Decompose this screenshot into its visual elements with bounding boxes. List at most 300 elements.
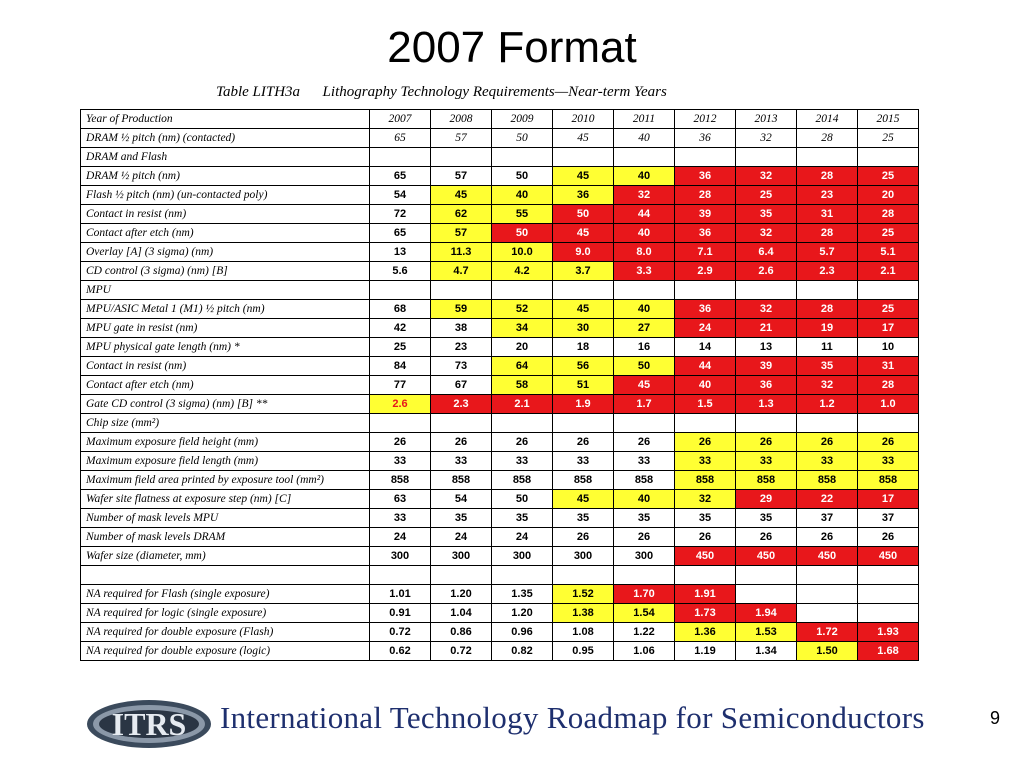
table-cell: 32 [736, 224, 797, 243]
table-cell: 28 [858, 205, 919, 224]
row-label: DRAM ½ pitch (nm) [81, 167, 370, 186]
logo-lettering: ITRS [111, 706, 187, 742]
table-cell: 35 [736, 509, 797, 528]
table-cell: 59 [431, 300, 492, 319]
table-cell: 84 [370, 357, 431, 376]
table-row [81, 604, 919, 623]
table-cell: 13 [736, 338, 797, 357]
table-cell: 1.22 [614, 623, 675, 642]
table-cell: 57 [431, 224, 492, 243]
table-cell: 26 [797, 528, 858, 547]
table-cell: 33 [553, 452, 614, 471]
table-cell: 33 [370, 452, 431, 471]
table-cell [858, 585, 919, 604]
table-cell: 450 [675, 547, 736, 566]
table-cell: 1.36 [675, 623, 736, 642]
table-cell: 32 [736, 129, 797, 148]
table-cell: 858 [492, 471, 553, 490]
table-cell: 40 [614, 224, 675, 243]
table-cell: 28 [797, 300, 858, 319]
table-cell [675, 414, 736, 433]
row-label: Year of Production [81, 110, 370, 129]
table-cell: 20 [858, 186, 919, 205]
table-cell: 18 [553, 338, 614, 357]
table-cell: 0.72 [431, 642, 492, 661]
table-cell: 25 [736, 186, 797, 205]
table-cell: 1.35 [492, 585, 553, 604]
table-cell: 26 [553, 528, 614, 547]
table-cell: 50 [492, 129, 553, 148]
table-cell: 858 [736, 471, 797, 490]
table-cell [858, 281, 919, 300]
table-cell: 34 [492, 319, 553, 338]
table-cell: 3.3 [614, 262, 675, 281]
table-body [81, 110, 919, 661]
table-row [81, 186, 919, 205]
row-label: MPU physical gate length (nm) * [81, 338, 370, 357]
table-cell [370, 148, 431, 167]
table-cell [431, 414, 492, 433]
table-row [81, 433, 919, 452]
table-caption: Table LITH3a Lithography Technology Requirements—Near-term Years [216, 84, 667, 100]
table-row [81, 129, 919, 148]
table-row [81, 642, 919, 661]
table-cell [553, 566, 614, 585]
table-cell [492, 148, 553, 167]
table-cell: 20 [492, 338, 553, 357]
table-cell: 1.20 [492, 604, 553, 623]
table-cell: 2.6 [370, 395, 431, 414]
table-cell: 0.72 [370, 623, 431, 642]
table-cell: 50 [492, 167, 553, 186]
table-cell: 45 [553, 490, 614, 509]
row-label: Maximum field area printed by exposure tool (mm²) [81, 471, 370, 490]
table-cell: 1.5 [675, 395, 736, 414]
row-label: Contact after etch (nm) [81, 224, 370, 243]
table-row [81, 528, 919, 547]
table-cell: 29 [736, 490, 797, 509]
table-cell: 33 [797, 452, 858, 471]
table-cell [553, 148, 614, 167]
table-cell: 2015 [858, 110, 919, 129]
table-cell: 36 [736, 376, 797, 395]
table-cell: 858 [858, 471, 919, 490]
table-cell: 26 [858, 528, 919, 547]
table-cell: 1.9 [553, 395, 614, 414]
table-cell: 68 [370, 300, 431, 319]
row-label: Chip size (mm²) [81, 414, 370, 433]
table-cell: 65 [370, 129, 431, 148]
table-cell: 31 [858, 357, 919, 376]
table-cell: 10 [858, 338, 919, 357]
table-cell: 58 [492, 376, 553, 395]
table-cell: 450 [736, 547, 797, 566]
table-cell: 28 [858, 376, 919, 395]
table-cell: 56 [553, 357, 614, 376]
table-cell [736, 566, 797, 585]
table-cell: 11 [797, 338, 858, 357]
table-cell: 25 [858, 129, 919, 148]
table-cell: 36 [675, 129, 736, 148]
table-cell: 13 [370, 243, 431, 262]
table-cell [797, 281, 858, 300]
table-cell: 1.93 [858, 623, 919, 642]
table-cell: 26 [736, 433, 797, 452]
table-cell: 25 [858, 300, 919, 319]
table-cell: 21 [736, 319, 797, 338]
table-cell: 1.53 [736, 623, 797, 642]
table-cell: 26 [614, 433, 675, 452]
row-label [81, 566, 370, 585]
table-cell: 0.82 [492, 642, 553, 661]
table-cell: 37 [797, 509, 858, 528]
table-cell: 1.50 [797, 642, 858, 661]
table-cell: 35 [736, 205, 797, 224]
table-cell: 50 [553, 205, 614, 224]
table-cell: 24 [370, 528, 431, 547]
table-cell: 37 [858, 509, 919, 528]
table-cell: 1.01 [370, 585, 431, 604]
table-cell: 3.7 [553, 262, 614, 281]
table-cell: 39 [736, 357, 797, 376]
table-cell: 26 [553, 433, 614, 452]
row-label: Wafer size (diameter, mm) [81, 547, 370, 566]
table-cell: 450 [797, 547, 858, 566]
table-cell: 40 [492, 186, 553, 205]
table-cell: 9.0 [553, 243, 614, 262]
table-cell [858, 566, 919, 585]
table-cell: 64 [492, 357, 553, 376]
table-cell [614, 281, 675, 300]
table-row [81, 490, 919, 509]
table-cell [736, 148, 797, 167]
table-cell: 2007 [370, 110, 431, 129]
table-cell: 33 [614, 452, 675, 471]
table-cell: 4.7 [431, 262, 492, 281]
table-cell: 28 [797, 224, 858, 243]
table-cell: 50 [492, 224, 553, 243]
table-row [81, 395, 919, 414]
table-row [81, 110, 919, 129]
table-row [81, 471, 919, 490]
row-label: DRAM and Flash [81, 148, 370, 167]
table-cell: 1.72 [797, 623, 858, 642]
table-cell: 2014 [797, 110, 858, 129]
table-cell: 0.96 [492, 623, 553, 642]
table-cell: 0.95 [553, 642, 614, 661]
table-cell: 2009 [492, 110, 553, 129]
table-cell [370, 281, 431, 300]
table-cell: 24 [492, 528, 553, 547]
table-row [81, 167, 919, 186]
row-label: MPU/ASIC Metal 1 (M1) ½ pitch (nm) [81, 300, 370, 319]
row-label: MPU [81, 281, 370, 300]
table-cell: 33 [492, 452, 553, 471]
table-cell: 44 [614, 205, 675, 224]
table-cell: 26 [614, 528, 675, 547]
row-label: Contact in resist (nm) [81, 205, 370, 224]
table-cell: 6.4 [736, 243, 797, 262]
table-cell [614, 148, 675, 167]
table-cell: 26 [431, 433, 492, 452]
table-row [81, 509, 919, 528]
table-cell [431, 281, 492, 300]
table-cell: 19 [797, 319, 858, 338]
table-cell: 22 [797, 490, 858, 509]
table-cell: 25 [370, 338, 431, 357]
row-label: Maximum exposure field height (mm) [81, 433, 370, 452]
table-cell [553, 281, 614, 300]
table-cell: 7.1 [675, 243, 736, 262]
table-cell: 5.6 [370, 262, 431, 281]
table-cell: 36 [675, 300, 736, 319]
table-cell [675, 281, 736, 300]
table-cell [858, 414, 919, 433]
table-cell: 2012 [675, 110, 736, 129]
table-cell: 17 [858, 319, 919, 338]
table-cell: 1.70 [614, 585, 675, 604]
table-cell: 1.20 [431, 585, 492, 604]
table-cell [614, 566, 675, 585]
table-row [81, 243, 919, 262]
table-cell: 2.3 [431, 395, 492, 414]
table-cell [797, 148, 858, 167]
table-cell: 39 [675, 205, 736, 224]
table-cell: 26 [492, 433, 553, 452]
table-cell: 40 [614, 129, 675, 148]
table-cell [797, 585, 858, 604]
table-cell: 24 [675, 319, 736, 338]
table-cell: 32 [797, 376, 858, 395]
table-cell: 26 [370, 433, 431, 452]
table-cell: 858 [431, 471, 492, 490]
table-cell: 24 [431, 528, 492, 547]
row-label: Number of mask levels MPU [81, 509, 370, 528]
table-cell: 2.1 [858, 262, 919, 281]
table-cell: 1.0 [858, 395, 919, 414]
table-cell: 300 [614, 547, 675, 566]
row-label: Gate CD control (3 sigma) (nm) [B] ** [81, 395, 370, 414]
table-cell: 2.3 [797, 262, 858, 281]
table-cell: 45 [614, 376, 675, 395]
table-cell: 30 [553, 319, 614, 338]
table-cell [431, 566, 492, 585]
table-row [81, 205, 919, 224]
table-cell: 1.2 [797, 395, 858, 414]
slide-title: 2007 Format [387, 23, 637, 72]
table-row [81, 585, 919, 604]
table-cell: 45 [553, 167, 614, 186]
row-label: NA required for double exposure (Flash) [81, 623, 370, 642]
table-cell: 14 [675, 338, 736, 357]
table-cell: 36 [675, 224, 736, 243]
table-cell: 57 [431, 167, 492, 186]
table-cell [736, 281, 797, 300]
table-cell: 2.6 [736, 262, 797, 281]
row-label: Maximum exposure field length (mm) [81, 452, 370, 471]
table-cell: 1.04 [431, 604, 492, 623]
table-cell: 300 [492, 547, 553, 566]
table-cell: 23 [431, 338, 492, 357]
table-cell: 1.54 [614, 604, 675, 623]
table-cell: 35 [797, 357, 858, 376]
table-cell: 67 [431, 376, 492, 395]
table-row [81, 300, 919, 319]
table-cell: 72 [370, 205, 431, 224]
table-row [81, 376, 919, 395]
table-cell: 50 [614, 357, 675, 376]
row-label: NA required for Flash (single exposure) [81, 585, 370, 604]
row-label: Wafer site flatness at exposure step (nm) [C] [81, 490, 370, 509]
table-cell: 33 [736, 452, 797, 471]
table-cell: 300 [431, 547, 492, 566]
table-cell: 32 [736, 167, 797, 186]
table-cell: 1.7 [614, 395, 675, 414]
table-cell: 45 [553, 224, 614, 243]
table-cell: 26 [858, 433, 919, 452]
table-cell: 1.94 [736, 604, 797, 623]
table-cell: 32 [736, 300, 797, 319]
table-cell: 40 [614, 490, 675, 509]
table-cell [492, 414, 553, 433]
table-cell: 40 [675, 376, 736, 395]
table-cell [553, 414, 614, 433]
table-cell: 44 [675, 357, 736, 376]
table-cell: 45 [431, 186, 492, 205]
table-cell: 0.91 [370, 604, 431, 623]
table-cell [797, 604, 858, 623]
table-row [81, 623, 919, 642]
table-cell: 26 [797, 433, 858, 452]
table-cell [797, 566, 858, 585]
table-cell: 36 [675, 167, 736, 186]
table-cell: 35 [492, 509, 553, 528]
table-cell [492, 566, 553, 585]
table-cell: 33 [858, 452, 919, 471]
table-cell: 27 [614, 319, 675, 338]
row-label: CD control (3 sigma) (nm) [B] [81, 262, 370, 281]
table-cell [614, 414, 675, 433]
row-label: Overlay [A] (3 sigma) (nm) [81, 243, 370, 262]
table-cell: 858 [370, 471, 431, 490]
table-cell: 2.9 [675, 262, 736, 281]
table-row [81, 281, 919, 300]
row-label: NA required for logic (single exposure) [81, 604, 370, 623]
table-cell: 25 [858, 224, 919, 243]
table-cell: 65 [370, 224, 431, 243]
table-cell: 450 [858, 547, 919, 566]
table-row [81, 338, 919, 357]
row-label: NA required for double exposure (logic) [81, 642, 370, 661]
table-cell: 33 [675, 452, 736, 471]
table-cell: 40 [614, 167, 675, 186]
itrs-logo [85, 698, 213, 750]
table-cell: 1.68 [858, 642, 919, 661]
table-cell: 28 [797, 167, 858, 186]
table-cell: 1.52 [553, 585, 614, 604]
table-cell: 52 [492, 300, 553, 319]
table-row [81, 262, 919, 281]
table-cell: 40 [614, 300, 675, 319]
table-cell: 50 [492, 490, 553, 509]
table-row [81, 224, 919, 243]
table-cell: 0.62 [370, 642, 431, 661]
table-cell: 2013 [736, 110, 797, 129]
table-cell: 1.34 [736, 642, 797, 661]
table-cell: 26 [736, 528, 797, 547]
table-cell: 11.3 [431, 243, 492, 262]
table-cell: 4.2 [492, 262, 553, 281]
table-cell: 858 [614, 471, 675, 490]
table-cell: 35 [431, 509, 492, 528]
table-cell: 33 [431, 452, 492, 471]
row-label: Contact after etch (nm) [81, 376, 370, 395]
table-cell: 26 [675, 433, 736, 452]
lithography-requirements-table [80, 109, 919, 661]
row-label: MPU gate in resist (nm) [81, 319, 370, 338]
table-cell: 54 [431, 490, 492, 509]
table-cell: 0.86 [431, 623, 492, 642]
table-cell: 28 [797, 129, 858, 148]
table-cell: 1.91 [675, 585, 736, 604]
table-cell [736, 585, 797, 604]
table-cell: 54 [370, 186, 431, 205]
table-cell: 62 [431, 205, 492, 224]
table-cell [492, 281, 553, 300]
table-cell: 51 [553, 376, 614, 395]
table-cell [675, 148, 736, 167]
table-cell: 33 [370, 509, 431, 528]
row-label: Flash ½ pitch (nm) (un-contacted poly) [81, 186, 370, 205]
table-cell: 1.73 [675, 604, 736, 623]
table-cell: 45 [553, 300, 614, 319]
table-cell: 23 [797, 186, 858, 205]
table-cell: 5.1 [858, 243, 919, 262]
table-cell: 57 [431, 129, 492, 148]
table-cell: 28 [675, 186, 736, 205]
table-cell [370, 566, 431, 585]
lithography-table-container [80, 109, 919, 661]
table-row [81, 148, 919, 167]
table-cell: 35 [675, 509, 736, 528]
table-cell: 1.38 [553, 604, 614, 623]
table-cell: 25 [858, 167, 919, 186]
table-cell: 2008 [431, 110, 492, 129]
table-row [81, 547, 919, 566]
table-cell [797, 414, 858, 433]
table-cell [431, 148, 492, 167]
table-cell: 10.0 [492, 243, 553, 262]
table-cell: 2.1 [492, 395, 553, 414]
table-cell: 42 [370, 319, 431, 338]
footer-organization-name: International Technology Roadmap for Semiconductors [220, 700, 925, 735]
table-cell: 73 [431, 357, 492, 376]
row-label: DRAM ½ pitch (nm) (contacted) [81, 129, 370, 148]
table-cell: 55 [492, 205, 553, 224]
table-cell: 65 [370, 167, 431, 186]
table-row [81, 357, 919, 376]
table-row [81, 452, 919, 471]
row-label: Number of mask levels DRAM [81, 528, 370, 547]
table-cell: 32 [675, 490, 736, 509]
table-cell: 1.19 [675, 642, 736, 661]
table-cell [736, 414, 797, 433]
table-cell: 858 [797, 471, 858, 490]
table-cell: 300 [370, 547, 431, 566]
table-cell: 35 [553, 509, 614, 528]
table-cell: 5.7 [797, 243, 858, 262]
table-row [81, 319, 919, 338]
